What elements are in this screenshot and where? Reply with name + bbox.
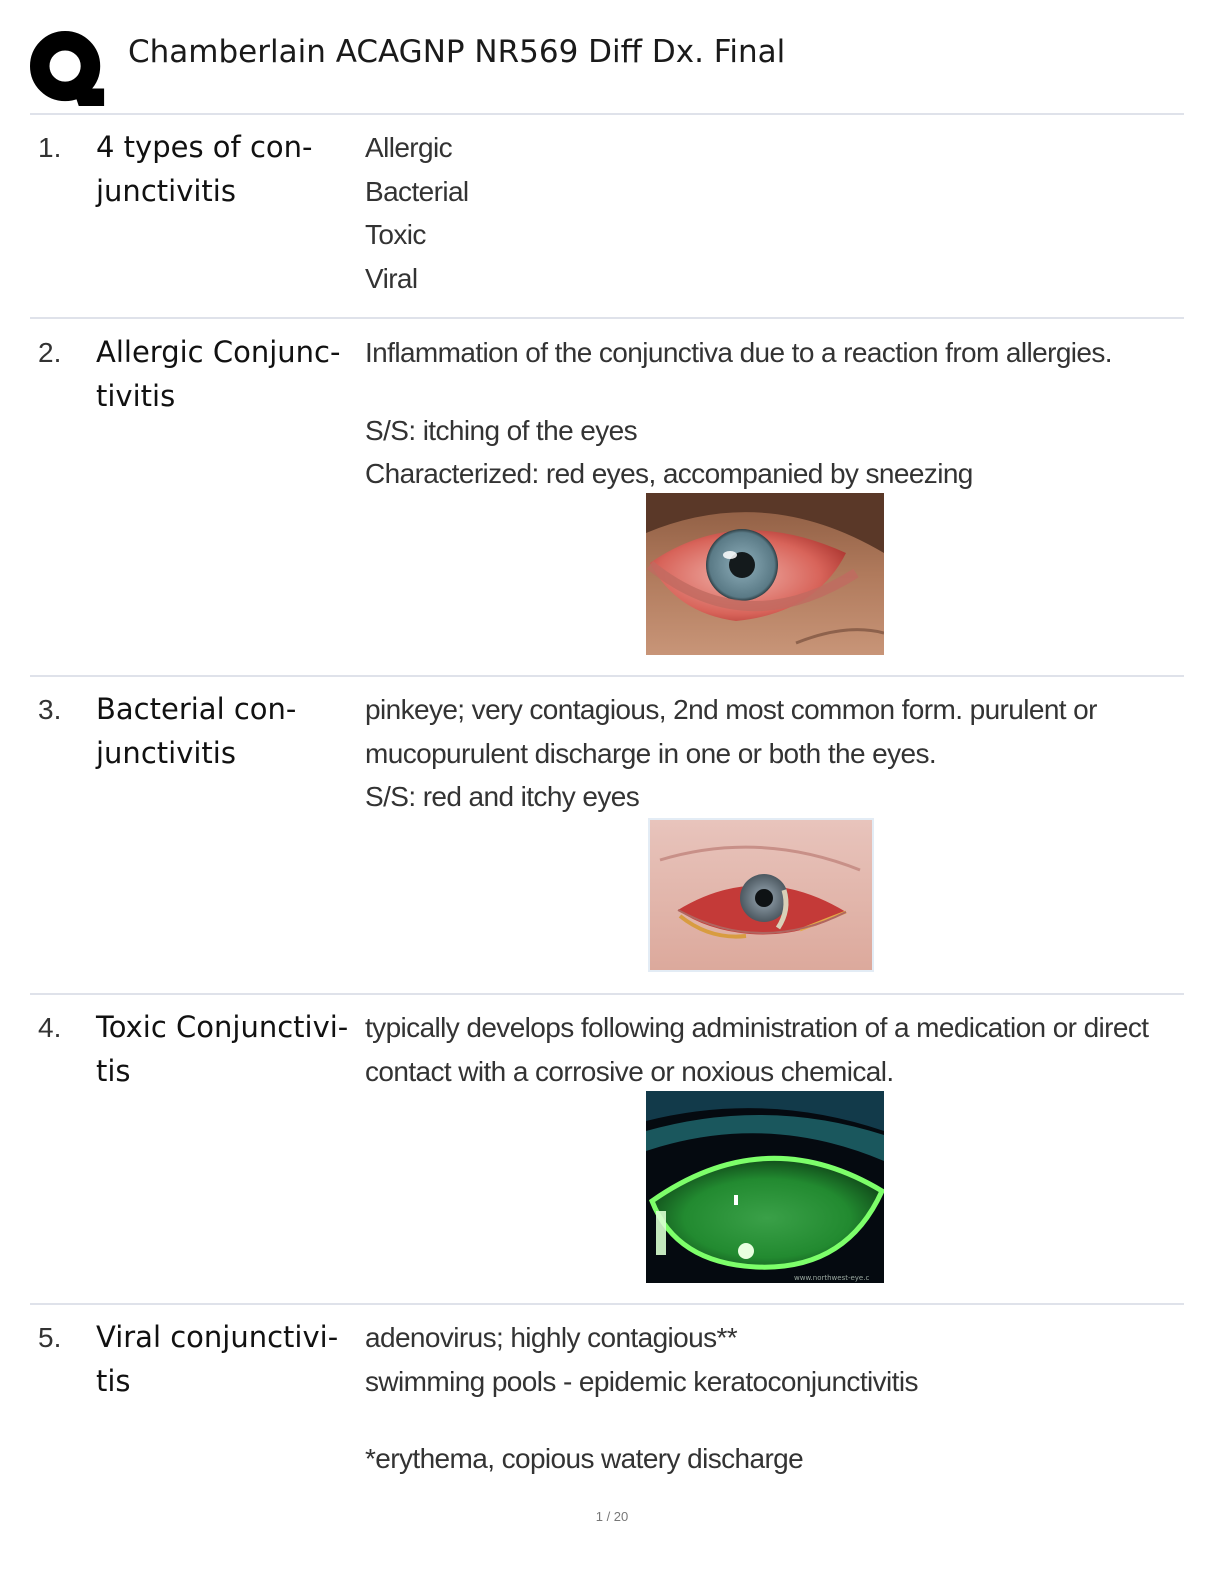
card-number: 1. <box>38 132 62 163</box>
definition-line: typically develops following administration of a medication or direct contact with a corrosive or noxious chemical. <box>365 1012 1149 1087</box>
card-definition <box>365 126 1185 300</box>
quizlet-q-logo-icon <box>30 30 108 108</box>
card-divider <box>30 317 1184 319</box>
definition-line: Toxic <box>365 219 426 250</box>
definition-line: *erythema, copious watery discharge <box>365 1443 804 1474</box>
red-allergic-eye-photo <box>646 493 884 655</box>
header-divider <box>30 113 1184 115</box>
definition-line: swimming pools - epidemic keratoconjunctivitis <box>365 1365 918 1397</box>
card-definition <box>365 331 1185 496</box>
card-number: 2. <box>38 337 62 368</box>
card-term: 4 types of con- junctivitis <box>96 130 313 208</box>
card-divider <box>30 993 1184 995</box>
card-definition <box>365 1006 1185 1093</box>
card-term: Viral conjunctivi- tis <box>96 1320 339 1398</box>
card-term: Bacterial con- junctivitis <box>96 692 297 770</box>
definition-line: S/S: red and itchy eyes <box>365 781 640 812</box>
definition-line: S/S: itching of the eyes <box>365 414 637 446</box>
definition-line: Bacterial <box>365 175 469 207</box>
definition-line: Inflammation of the conjunctiva due to a reaction from allergies. <box>365 337 1112 368</box>
document-title: Chamberlain ACAGNP NR569 Diff Dx. Final <box>128 34 786 70</box>
card-number: 5. <box>38 1322 62 1353</box>
card-number: 3. <box>38 694 62 725</box>
card-term: Allergic Conjunc- tivitis <box>96 335 341 413</box>
fluorescein-stained-eye-photo <box>646 1091 884 1283</box>
definition-line: adenovirus; highly contagious** <box>365 1322 738 1353</box>
card-term: Toxic Conjunctivi- tis <box>96 1010 349 1088</box>
image-watermark: www.northwest-eye.c <box>794 1274 870 1282</box>
definition-line: Allergic <box>365 132 453 163</box>
card-definition <box>365 1316 1185 1481</box>
card-number: 4. <box>38 1012 62 1043</box>
bacterial-eye-discharge-photo <box>648 818 874 972</box>
card-definition <box>365 688 1185 819</box>
definition-line: pinkeye; very contagious, 2nd most common form. purulent or mucopurulent discharge in one or both the eyes. <box>365 694 1097 769</box>
card-divider <box>30 1303 1184 1305</box>
card-divider <box>30 675 1184 677</box>
definition-line: Characterized: red eyes, accompanied by sneezing <box>365 458 973 489</box>
definition-line: Viral <box>365 262 418 294</box>
page-number: 1 / 20 <box>595 1509 629 1524</box>
